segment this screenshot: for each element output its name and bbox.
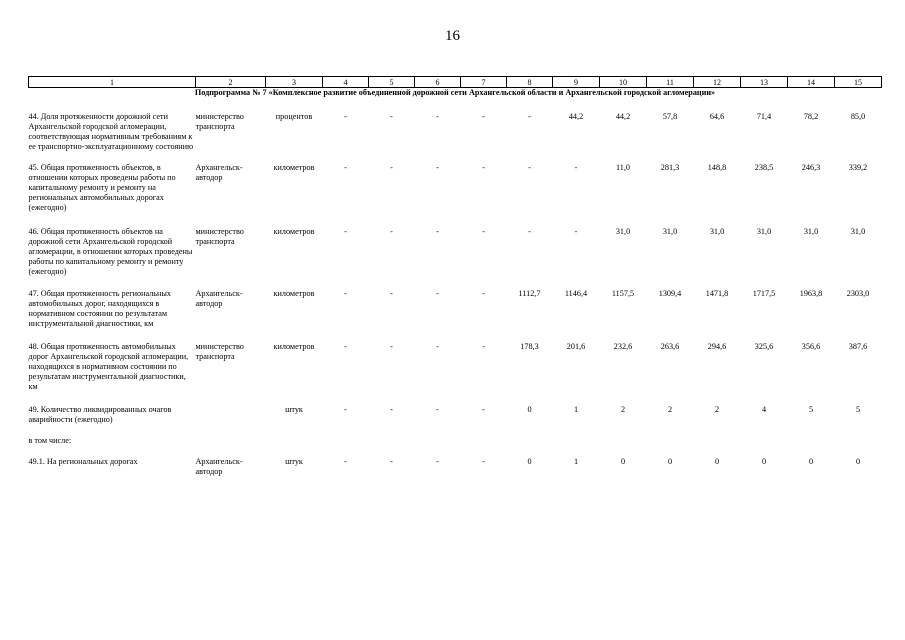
indicators-table: [28, 76, 882, 481]
header-cell: 13: [741, 77, 788, 88]
value-cell: 238,5: [754, 163, 774, 172]
value-cell: 1146,4: [564, 289, 588, 298]
header-cell: 5: [369, 77, 415, 88]
indicator-name: 44. Доля протяженности дорожной сети Архангельской городской агломерации, соответствующая нормативным требованиям к ее транспортно-эксплуатационному состоянию: [28, 112, 194, 151]
table-row: [29, 163, 882, 227]
subprogram-title: Подпрограмма № 7 «Комплексное развитие объединенной дорожной сети Архангельской области и Архангельской городской агломерации»: [194, 88, 716, 97]
value-cell: 5: [808, 405, 814, 414]
value-cell: 1309,4: [658, 289, 682, 298]
value-cell: -: [574, 163, 578, 172]
header-cell: 2: [196, 77, 266, 88]
executor: Архангельск-автодор: [195, 289, 243, 308]
value-cell: -: [344, 163, 347, 172]
table-row: [29, 227, 882, 289]
value-cell: 31,0: [803, 227, 819, 236]
value-cell: 2: [667, 405, 673, 414]
value-cell: 0: [527, 457, 532, 466]
value-cell: -: [344, 289, 347, 298]
value-cell: 1112,7: [518, 289, 541, 298]
value-cell: 263,6: [660, 342, 680, 351]
header-cell: 11: [647, 77, 694, 88]
header-cell: 9: [553, 77, 600, 88]
value-cell: 0: [855, 457, 861, 466]
value-cell: 2303,0: [846, 289, 870, 298]
header-cell: 8: [507, 77, 553, 88]
value-cell: 246,3: [801, 163, 821, 172]
value-cell: -: [390, 405, 393, 414]
value-cell: 44,2: [568, 112, 584, 121]
unit: километров: [273, 342, 315, 351]
table-row: [29, 342, 882, 405]
value-cell: 85,0: [850, 112, 866, 121]
header-cell: 6: [415, 77, 461, 88]
value-cell: 0: [714, 457, 720, 466]
value-cell: -: [482, 289, 485, 298]
value-cell: -: [482, 163, 485, 172]
header-cell: 3: [266, 77, 323, 88]
value-cell: -: [344, 405, 347, 414]
table-row: [29, 457, 882, 481]
value-cell: 201,6: [566, 342, 586, 351]
unit: километров: [273, 163, 315, 172]
header-cell: 10: [600, 77, 647, 88]
table-row: [29, 289, 882, 342]
header-cell: 15: [835, 77, 882, 88]
indicator-name: 49.1. На региональных дорогах: [28, 457, 138, 466]
value-cell: 31,0: [756, 227, 772, 236]
value-cell: 2: [714, 405, 720, 414]
value-cell: -: [482, 112, 485, 121]
including-row: [29, 436, 882, 457]
header-cell: 14: [788, 77, 835, 88]
value-cell: 281,3: [660, 163, 680, 172]
value-cell: -: [436, 457, 439, 466]
value-cell: 2: [620, 405, 626, 414]
indicator-name: 48. Общая протяженность автомобильных дорог Архангельской городской агломерации, находящихся в нормативном состоянии по результатам инструментальной диагностики, км: [28, 342, 189, 391]
value-cell: -: [482, 342, 485, 351]
value-cell: -: [574, 227, 578, 236]
header-cell: 1: [29, 77, 196, 88]
value-cell: -: [344, 457, 347, 466]
subprogram-row: [29, 88, 882, 99]
unit: километров: [273, 227, 315, 236]
value-cell: 5: [855, 405, 861, 414]
value-cell: -: [436, 227, 439, 236]
value-cell: 11,0: [615, 163, 631, 172]
value-cell: -: [390, 112, 393, 121]
value-cell: 1: [573, 405, 579, 414]
executor: Архангельск-автодор: [195, 163, 243, 182]
value-cell: -: [528, 227, 531, 236]
executor: Архангельск-автодор: [195, 457, 243, 476]
value-cell: -: [436, 405, 439, 414]
unit: процентов: [275, 112, 313, 121]
header-cell: 12: [694, 77, 741, 88]
value-cell: 4: [761, 405, 767, 414]
value-cell: -: [344, 342, 347, 351]
indicator-name: 49. Количество ликвидированных очагов аварийности (ежегодно): [28, 405, 172, 424]
including-label: в том числе:: [28, 436, 72, 445]
value-cell: 0: [808, 457, 814, 466]
value-cell: 339,2: [848, 163, 868, 172]
value-cell: 1963,8: [799, 289, 823, 298]
value-cell: 64,6: [709, 112, 725, 121]
executor: министерство транспорта: [195, 342, 244, 361]
unit: километров: [273, 289, 315, 298]
value-cell: -: [344, 227, 347, 236]
value-cell: 325,6: [754, 342, 774, 351]
value-cell: 148,8: [707, 163, 727, 172]
value-cell: 1717,5: [752, 289, 776, 298]
indicator-name: 45. Общая протяженность объектов, в отношении которых проведены работы по капитальному ремонту и ремонту на региональных автомобильных дорогах (ежегодно): [28, 163, 176, 212]
value-cell: 1157,5: [611, 289, 635, 298]
value-cell: 78,2: [803, 112, 819, 121]
value-cell: 356,6: [801, 342, 821, 351]
header-cell: 4: [323, 77, 369, 88]
value-cell: -: [390, 342, 393, 351]
value-cell: -: [528, 163, 531, 172]
value-cell: 387,6: [848, 342, 868, 351]
page-number: 16: [445, 28, 460, 44]
value-cell: -: [436, 342, 439, 351]
value-cell: -: [436, 112, 439, 121]
table-row: [29, 405, 882, 436]
value-cell: -: [482, 405, 485, 414]
value-cell: -: [390, 457, 393, 466]
value-cell: -: [436, 289, 439, 298]
value-cell: 31,0: [850, 227, 866, 236]
executor: министерство транспорта: [195, 112, 244, 131]
value-cell: 0: [761, 457, 767, 466]
value-cell: 1: [573, 457, 579, 466]
value-cell: -: [528, 112, 531, 121]
unit: штук: [285, 457, 303, 466]
value-cell: -: [390, 227, 393, 236]
value-cell: 294,6: [707, 342, 727, 351]
value-cell: 0: [527, 405, 532, 414]
value-cell: 44,2: [615, 112, 631, 121]
value-cell: 31,0: [709, 227, 725, 236]
indicator-name: 47. Общая протяженность региональных автомобильных дорог, находящихся в нормативном состоянии по результатам инструментальной диагностики, км: [28, 289, 171, 328]
executor: [196, 405, 266, 436]
value-cell: 232,6: [613, 342, 633, 351]
executor: министерство транспорта: [195, 227, 244, 246]
value-cell: 178,3: [520, 342, 539, 351]
header-row: [29, 77, 882, 88]
value-cell: -: [390, 163, 393, 172]
value-cell: -: [344, 112, 347, 121]
header-cell: 7: [461, 77, 507, 88]
value-cell: 71,4: [756, 112, 772, 121]
value-cell: -: [436, 163, 439, 172]
value-cell: -: [482, 457, 485, 466]
value-cell: 31,0: [615, 227, 631, 236]
value-cell: -: [482, 227, 485, 236]
value-cell: 0: [667, 457, 673, 466]
value-cell: -: [390, 289, 393, 298]
unit: штук: [285, 405, 303, 414]
table-row: [29, 98, 882, 163]
value-cell: 57,8: [662, 112, 678, 121]
value-cell: 0: [620, 457, 626, 466]
value-cell: 31,0: [662, 227, 678, 236]
indicator-name: 46. Общая протяженность объектов на дорожной сети Архангельской городской агломерации, в отношении которых проведены работы по капитальному ремонту и ремонту (ежегодно): [28, 227, 193, 276]
value-cell: 1471,8: [705, 289, 729, 298]
